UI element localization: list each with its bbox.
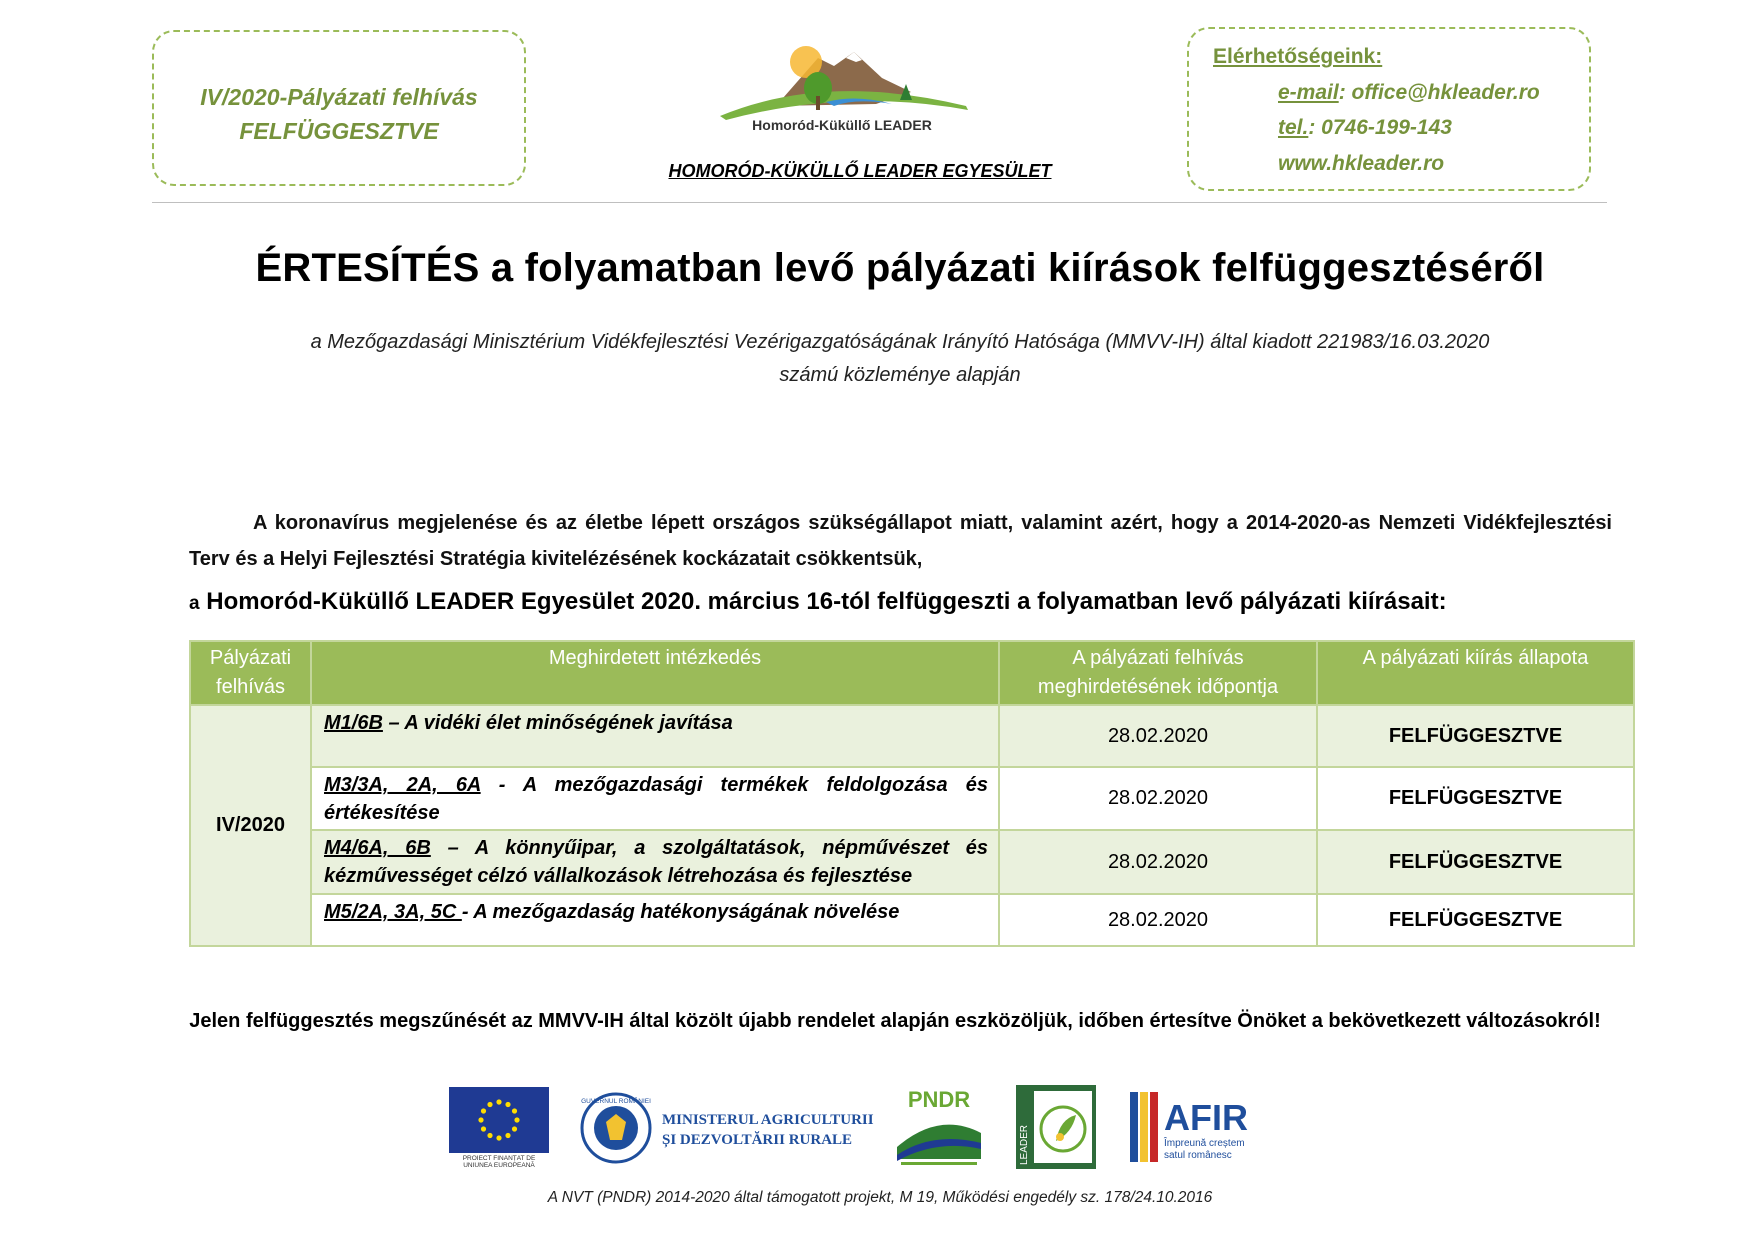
measure-code: M1/6B (324, 712, 383, 734)
measure-desc: – A vidéki élet minőségének javítása (382, 712, 733, 734)
lead-sentence (189, 588, 1649, 616)
header-date: A pályázati felhívás meghirdetésének időpontja (999, 641, 1317, 705)
table-row (190, 705, 1634, 767)
subtitle-line-1: a Mezőgazdasági Minisztérium Vidékfejlesztési Vezérigazgatóságának Irányító Hatósága (MMVV-IH) által kiadott 221983/16.03.2020 (310, 331, 1490, 353)
subtitle-line-2: számú közleménye alapján (779, 364, 1021, 386)
email-link[interactable]: : office@hkleader.ro (1338, 81, 1540, 104)
contact-phone (1278, 116, 1452, 140)
status-cell: FELFÜGGESZTVE (1317, 767, 1634, 830)
leader-eu-logo (1016, 1085, 1096, 1169)
date-cell: 28.02.2020 (999, 767, 1317, 830)
header-call: Pályázati felhívás (190, 641, 311, 705)
measure-code: M3/3A, 2A, 6A (324, 774, 481, 796)
contacts-box (1187, 27, 1591, 191)
date-cell: 28.02.2020 (999, 705, 1317, 767)
svg-text:PROIECT FINANȚAT DE: PROIECT FINANȚAT DE (462, 1155, 536, 1162)
lead-prefix: a (189, 593, 200, 614)
leader-leaf-icon (1016, 1085, 1096, 1169)
header-divider (152, 202, 1607, 203)
measure-desc: – A könnyűipar, a szolgáltatások, népművészet és kézművességet célzó vállalkozások létrehozása és fejlesztése (324, 837, 988, 887)
status-cell: FELFÜGGESZTVE (1317, 830, 1634, 894)
svg-text:AFIR: AFIR (1164, 1097, 1248, 1138)
footer-note: A NVT (PNDR) 2014-2020 által támogatott projekt, M 19, Működési engedély sz. 178/24.10.2016 (547, 1189, 1213, 1206)
table-row (190, 894, 1634, 946)
table-row (190, 830, 1634, 894)
intro-paragraph (189, 505, 1612, 577)
subtitle (160, 326, 1640, 392)
measure-cell (311, 767, 999, 830)
afir-emblem-icon (1128, 1088, 1254, 1168)
suspended-calls-table (189, 640, 1635, 947)
header-measure: Meghirdetett intézkedés (311, 641, 999, 705)
ministry-logo (580, 1092, 880, 1164)
measure-cell (311, 705, 999, 767)
status-cell: FELFÜGGESZTVE (1317, 894, 1634, 946)
leader-logo (706, 44, 978, 144)
afir-logo (1128, 1088, 1254, 1168)
header-status: A pályázati kiírás állapota (1317, 641, 1634, 705)
call-status-box (152, 30, 526, 186)
pndr-landscape-icon (893, 1085, 985, 1171)
measure-code: M5/2A, 3A, 5C (324, 901, 462, 923)
mountain-landscape-icon (706, 44, 978, 144)
call-code-cell: IV/2020 (190, 705, 311, 946)
date-cell: 28.02.2020 (999, 894, 1317, 946)
status-cell: FELFÜGGESZTVE (1317, 705, 1634, 767)
pndr-logo (893, 1085, 985, 1171)
website-link[interactable]: www.hkleader.ro (1278, 152, 1445, 175)
organization-name: HOMORÓD-KÜKÜLLŐ LEADER EGYESÜLET (668, 161, 1052, 181)
svg-text:satul românesc: satul românesc (1164, 1150, 1232, 1161)
phone-value: : 0746-199-143 (1308, 116, 1452, 139)
table-row (190, 767, 1634, 830)
svg-text:ȘI DEZVOLTĂRII RURALE: ȘI DEZVOLTĂRII RURALE (662, 1132, 853, 1148)
contacts-title: Elérhetőségeink: (1213, 45, 1383, 68)
page-title: ÉRTESÍTÉS a folyamatban levő pályázati kiírások felfüggesztéséről (255, 246, 1545, 290)
measure-desc: - A mezőgazdasági termékek feldolgozása és értékesítése (324, 774, 988, 824)
eu-flag-icon (449, 1087, 549, 1169)
email-label: e-mail (1278, 81, 1339, 104)
svg-text:Împreună creștem: Împreună creștem (1164, 1138, 1245, 1149)
measure-cell (311, 894, 999, 946)
svg-text:Homoród-Küküllő LEADER: Homoród-Küküllő LEADER (752, 117, 932, 133)
intro-paragraph-text: A koronavírus megjelenése és az életbe lépett országos szükségállapot miatt, valamint azért, hogy a 2014-2020-as Nemzeti Vidékfejlesztési Terv és a Helyi Fejlesztési Stratégia kivitelézésének kockázatait csökkentsük, (189, 512, 1612, 570)
lead-text: Homoród-Küküllő LEADER Egyesület 2020. március 16-tól felfüggeszti a folyamatban levő pályázati kiírásait: (206, 588, 1447, 615)
svg-text:PNDR: PNDR (907, 1087, 971, 1112)
measure-desc: - A mezőgazdaság hatékonyságának növelése (461, 901, 900, 923)
contact-email (1278, 81, 1540, 105)
svg-text:GUVERNUL ROMÂNIEI: GUVERNUL ROMÂNIEI (581, 1098, 651, 1105)
measure-cell (311, 830, 999, 894)
government-seal-icon (580, 1092, 880, 1164)
table-header-row (190, 641, 1634, 705)
svg-text:MINISTERUL AGRICULTURII: MINISTERUL AGRICULTURII (662, 1112, 874, 1128)
eu-logo (449, 1087, 549, 1169)
measure-code: M4/6A, 6B (324, 837, 431, 859)
svg-text:LEADER: LEADER (1019, 1124, 1030, 1165)
phone-label: tel. (1278, 116, 1309, 139)
svg-text:UNIUNEA EUROPEANĂ: UNIUNEA EUROPEANĂ (463, 1162, 535, 1169)
call-status-title: IV/2020-Pályázati felhívás (200, 84, 478, 110)
date-cell: 28.02.2020 (999, 830, 1317, 894)
closing-statement: Jelen felfüggesztés megszűnését az MMVV-IH által közölt újabb rendelet alapján eszközöljük, időben értesítve Önöket a bekövetkezett változásokról! (189, 1010, 1601, 1032)
call-status-value: FELFÜGGESZTVE (239, 118, 439, 144)
